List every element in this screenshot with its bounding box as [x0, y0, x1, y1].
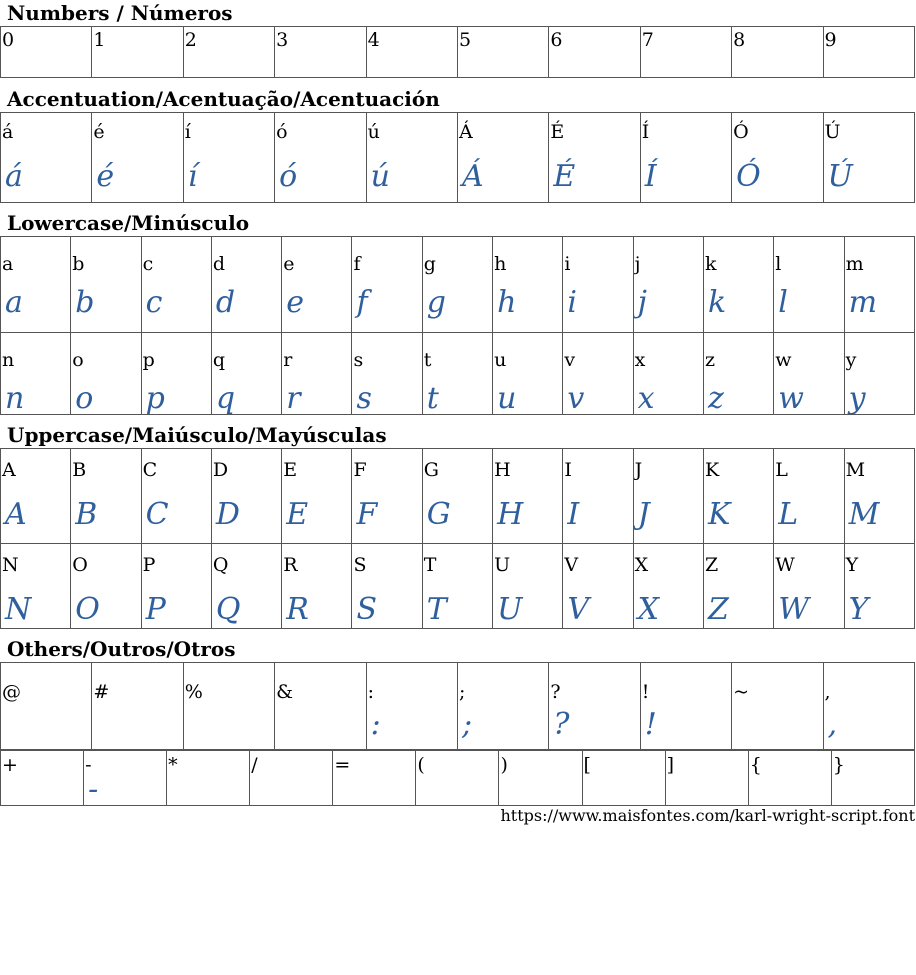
script-glyph-g: g [426, 285, 446, 320]
char-label: Á [458, 121, 473, 143]
char-label: v [564, 349, 576, 371]
char-label: Q [212, 554, 229, 576]
char-cell-semicolon [457, 663, 548, 751]
char-cell-i [563, 237, 633, 333]
char-row [1, 333, 915, 415]
script-glyph-í-upper: Í [644, 159, 657, 194]
char-cell-á [1, 113, 92, 203]
char-label: A [2, 459, 16, 481]
others-table-2 [0, 749, 915, 806]
accentuation-table [0, 112, 915, 203]
char-cell-r-upper [282, 544, 352, 629]
char-cell-s [352, 333, 422, 415]
lowercase-title: Lowercase/Minúsculo [7, 211, 250, 235]
char-cell-minus [84, 750, 167, 806]
char-cell-9 [823, 27, 914, 78]
char-label: 2 [184, 29, 197, 51]
char-label: z [704, 349, 715, 371]
char-label: [ [583, 754, 591, 776]
numbers-title: Numbers / Números [7, 1, 233, 25]
char-cell-p-upper [141, 544, 211, 629]
script-glyph-é-upper: É [553, 159, 576, 194]
script-glyph-p: p [145, 381, 165, 415]
char-label: ó [276, 121, 288, 143]
char-cell-7 [640, 27, 731, 78]
others-title: Others/Outros/Otros [7, 637, 236, 661]
char-label: 1 [93, 29, 106, 51]
script-glyph-v: v [567, 381, 585, 415]
char-cell-i-upper [563, 449, 633, 544]
script-glyph-f: f [356, 285, 368, 320]
char-label: q [212, 349, 226, 371]
char-cell-j [633, 237, 703, 333]
char-label: I [564, 459, 572, 481]
char-label: t [423, 349, 432, 371]
char-label: ~ [733, 681, 750, 703]
char-label: % [184, 681, 203, 703]
char-cell-v [563, 333, 633, 415]
script-glyph-q-upper: Q [215, 592, 241, 627]
char-cell-b-upper [71, 449, 141, 544]
char-label: R [283, 554, 298, 576]
char-cell-1 [92, 27, 183, 78]
char-cell-x [633, 333, 703, 415]
char-cell-é [92, 113, 183, 203]
script-glyph-n: n [5, 381, 25, 415]
char-label: 4 [367, 29, 380, 51]
char-label: x [634, 349, 646, 371]
char-label: { [749, 754, 762, 776]
char-label: í [184, 121, 191, 143]
char-label: g [423, 253, 436, 275]
char-cell-q-upper [211, 544, 281, 629]
char-cell-í-upper [640, 113, 731, 203]
char-label: + [2, 754, 18, 776]
char-label: ( [417, 754, 425, 776]
char-cell-question [549, 663, 640, 751]
char-cell-é-upper [549, 113, 640, 203]
script-glyph-y-upper: Y [848, 592, 869, 627]
char-label: / [251, 754, 258, 776]
char-cell-ú-upper [823, 113, 914, 203]
char-cell-z-upper [703, 544, 773, 629]
char-label: H [494, 459, 511, 481]
char-cell-percent [183, 663, 274, 751]
char-cell-o-upper [71, 544, 141, 629]
char-label: K [704, 459, 720, 481]
char-cell-q [211, 333, 281, 415]
char-cell-f-upper [352, 449, 422, 544]
char-cell-h [493, 237, 563, 333]
script-glyph-o: o [75, 381, 94, 415]
script-glyph-z: z [707, 381, 724, 415]
script-glyph-h: h [497, 285, 517, 320]
char-cell-v-upper [563, 544, 633, 629]
char-cell-m [844, 237, 914, 333]
char-label: G [423, 459, 439, 481]
char-label: F [353, 459, 367, 481]
char-cell-n [1, 333, 71, 415]
char-label: U [494, 554, 511, 576]
char-label: B [72, 459, 87, 481]
char-label: L [775, 459, 788, 481]
char-cell-w-upper [774, 544, 844, 629]
char-label: 6 [550, 29, 563, 51]
char-cell-ó [275, 113, 366, 203]
others-table-1 [0, 662, 915, 751]
footer-url[interactable]: https://www.maisfontes.com/karl-wright-script.font [500, 806, 915, 825]
char-row [1, 544, 915, 629]
script-glyph-w-upper: W [778, 592, 810, 627]
char-label: 0 [2, 29, 15, 51]
char-cell-comma [823, 663, 914, 751]
script-glyph-c-upper: C [145, 497, 169, 532]
char-row [1, 663, 915, 751]
char-label: 5 [458, 29, 472, 51]
char-cell-p [141, 333, 211, 415]
char-label: ] [666, 754, 675, 776]
char-label: D [212, 459, 229, 481]
char-cell-equals [333, 750, 416, 806]
char-label: f [353, 253, 361, 275]
char-cell-6 [549, 27, 640, 78]
char-label: , [824, 681, 831, 703]
char-cell-k [703, 237, 773, 333]
char-cell-f [352, 237, 422, 333]
script-glyph-z-upper: Z [707, 592, 729, 627]
char-cell-0 [1, 27, 92, 78]
script-glyph-a-upper: A [5, 497, 27, 532]
char-row [1, 750, 915, 806]
char-label: - [85, 754, 92, 776]
script-glyph-e: e [286, 285, 304, 320]
char-row [1, 27, 915, 78]
script-glyph-i-upper: I [567, 497, 580, 532]
char-row [1, 449, 915, 544]
char-label: ; [458, 681, 466, 703]
uppercase-table [0, 448, 915, 629]
char-cell-asterisk [167, 750, 250, 806]
char-cell-y [844, 333, 914, 415]
char-cell-í [183, 113, 274, 203]
char-label: Ú [824, 121, 841, 143]
char-cell-lbrace [748, 750, 831, 806]
script-glyph-q: q [215, 381, 236, 415]
char-label: d [212, 253, 226, 275]
char-cell-y-upper [844, 544, 914, 629]
script-glyph-b-upper: B [75, 497, 98, 532]
char-label: m [845, 253, 864, 275]
script-glyph-d: d [215, 285, 236, 320]
script-glyph-x-upper: X [637, 592, 660, 627]
script-glyph-í: í [187, 159, 198, 194]
char-cell-l-upper [774, 449, 844, 544]
script-glyph-c: c [145, 285, 163, 320]
script-glyph-u: u [497, 381, 517, 415]
char-cell-a-upper [1, 449, 71, 544]
script-glyph-ó-upper: Ó [736, 159, 761, 194]
char-label: u [494, 349, 507, 371]
char-label: O [72, 554, 88, 576]
char-label: @ [2, 681, 21, 703]
char-cell-u [493, 333, 563, 415]
script-glyph-ú: ú [370, 159, 390, 194]
script-glyph-r: r [286, 381, 301, 415]
char-label: M [845, 459, 866, 481]
char-label: y [845, 349, 857, 371]
char-cell-b [71, 237, 141, 333]
script-glyph-á-upper: Á [461, 159, 484, 194]
script-glyph-i: i [567, 285, 577, 320]
char-cell-colon [366, 663, 457, 751]
char-label: & [276, 681, 294, 703]
script-glyph-p-upper: P [145, 592, 166, 627]
script-glyph-l: l [778, 285, 788, 320]
char-cell-t [422, 333, 492, 415]
char-cell-l [774, 237, 844, 333]
char-cell-k-upper [703, 449, 773, 544]
char-cell-c [141, 237, 211, 333]
char-cell-c-upper [141, 449, 211, 544]
char-label: N [2, 554, 19, 576]
char-label: } [832, 754, 845, 776]
char-label: W [775, 554, 795, 576]
script-glyph-w: w [778, 381, 804, 415]
script-glyph-a: a [5, 285, 23, 320]
char-label: c [142, 253, 154, 275]
char-cell-e [282, 237, 352, 333]
char-cell-m-upper [844, 449, 914, 544]
char-label: p [142, 349, 155, 371]
char-cell-t-upper [422, 544, 492, 629]
char-label: T [423, 554, 437, 576]
char-label: E [283, 459, 298, 481]
script-glyph-exclamation: ! [644, 707, 657, 742]
char-label: P [142, 554, 156, 576]
script-glyph-s: s [356, 381, 372, 415]
char-cell-d [211, 237, 281, 333]
char-cell-n-upper [1, 544, 71, 629]
char-cell-ó-upper [732, 113, 823, 203]
char-label: o [72, 349, 84, 371]
char-label: 9 [824, 29, 837, 51]
script-glyph-d-upper: D [215, 497, 240, 532]
script-glyph-j: j [637, 285, 647, 320]
script-glyph-g-upper: G [426, 497, 451, 532]
script-glyph-ó: ó [279, 159, 298, 194]
char-label: Ó [733, 121, 749, 143]
char-label: 7 [641, 29, 654, 51]
script-glyph-colon: : [370, 707, 381, 742]
char-label: J [634, 459, 643, 481]
char-label: e [283, 253, 295, 275]
char-label: r [283, 349, 293, 371]
char-cell-u-upper [493, 544, 563, 629]
char-cell-5 [457, 27, 548, 78]
char-cell-o [71, 333, 141, 415]
char-label: ! [641, 681, 650, 703]
char-cell-w [774, 333, 844, 415]
char-label: 3 [276, 29, 289, 51]
char-row [1, 237, 915, 333]
char-cell-ampersand [275, 663, 366, 751]
char-cell-plus [1, 750, 84, 806]
char-label: i [564, 253, 571, 275]
char-cell-j-upper [633, 449, 703, 544]
char-cell-lparen [416, 750, 499, 806]
lowercase-table [0, 236, 915, 415]
script-glyph-y: y [848, 381, 866, 415]
char-label: b [72, 253, 85, 275]
char-label: Í [641, 121, 650, 143]
script-glyph-á: á [5, 159, 23, 194]
char-cell-exclamation [640, 663, 731, 751]
char-label: ú [367, 121, 380, 143]
script-glyph-t-upper: T [426, 592, 447, 627]
char-cell-g-upper [422, 449, 492, 544]
script-glyph-comma: , [827, 707, 838, 742]
script-glyph-m-upper: M [848, 497, 880, 532]
char-label: Y [845, 554, 859, 576]
char-label: n [2, 349, 15, 371]
script-glyph-u-upper: U [497, 592, 523, 627]
char-label: C [142, 459, 158, 481]
char-label: 8 [733, 29, 746, 51]
script-glyph-semicolon: ; [461, 707, 473, 742]
char-cell-4 [366, 27, 457, 78]
char-cell-g [422, 237, 492, 333]
char-label: á [2, 121, 14, 143]
char-cell-r [282, 333, 352, 415]
char-row [1, 113, 915, 203]
char-label: a [2, 253, 14, 275]
script-glyph-s-upper: S [356, 592, 378, 627]
char-label: é [93, 121, 105, 143]
char-cell-x-upper [633, 544, 703, 629]
char-label: s [353, 349, 364, 371]
char-label: S [353, 554, 367, 576]
char-label: k [704, 253, 717, 275]
char-label: h [494, 253, 507, 275]
script-glyph-j-upper: J [637, 497, 650, 532]
char-cell-z [703, 333, 773, 415]
char-label: É [550, 121, 565, 143]
script-glyph-f-upper: F [356, 497, 378, 532]
script-glyph-k-upper: K [707, 497, 731, 532]
char-label: Z [704, 554, 719, 576]
script-glyph-h-upper: H [497, 497, 524, 532]
script-glyph-minus: - [88, 772, 99, 806]
char-cell-s-upper [352, 544, 422, 629]
char-label: X [634, 554, 649, 576]
script-glyph-b: b [75, 285, 95, 320]
char-cell-ú [366, 113, 457, 203]
script-glyph-v-upper: V [567, 592, 590, 627]
char-cell-á-upper [457, 113, 548, 203]
char-cell-a [1, 237, 71, 333]
char-label: V [564, 554, 579, 576]
script-glyph-o-upper: O [75, 592, 100, 627]
char-cell-slash [250, 750, 333, 806]
script-glyph-t: t [426, 381, 439, 415]
char-cell-rparen [499, 750, 582, 806]
char-cell-hash [92, 663, 183, 751]
char-label: w [775, 349, 792, 371]
script-glyph-n-upper: N [5, 592, 32, 627]
char-label: l [775, 253, 782, 275]
char-label: = [334, 754, 351, 776]
numbers-table [0, 26, 915, 78]
char-cell-lbracket [582, 750, 665, 806]
char-cell-8 [732, 27, 823, 78]
accentuation-title: Accentuation/Acentuação/Acentuación [7, 87, 440, 111]
char-cell-d-upper [211, 449, 281, 544]
char-cell-rbrace [831, 750, 914, 806]
script-glyph-e-upper: E [286, 497, 309, 532]
script-glyph-question: ? [553, 707, 570, 742]
char-cell-3 [275, 27, 366, 78]
script-glyph-l-upper: L [778, 497, 799, 532]
script-glyph-k: k [707, 285, 727, 320]
char-label: j [634, 253, 641, 275]
script-glyph-m: m [848, 285, 878, 320]
char-label: # [93, 681, 110, 703]
char-cell-h-upper [493, 449, 563, 544]
char-label: * [168, 754, 178, 776]
char-cell-at [1, 663, 92, 751]
char-label: : [367, 681, 374, 703]
script-glyph-é: é [96, 159, 115, 194]
char-cell-tilde [732, 663, 823, 751]
script-glyph-r-upper: R [286, 592, 309, 627]
char-cell-rbracket [665, 750, 748, 806]
char-cell-e-upper [282, 449, 352, 544]
char-cell-2 [183, 27, 274, 78]
char-label: ) [500, 754, 508, 776]
char-label: ? [550, 681, 561, 703]
uppercase-title: Uppercase/Maiúsculo/Mayúsculas [7, 423, 387, 447]
script-glyph-ú-upper: Ú [827, 159, 853, 194]
script-glyph-x: x [637, 381, 655, 415]
